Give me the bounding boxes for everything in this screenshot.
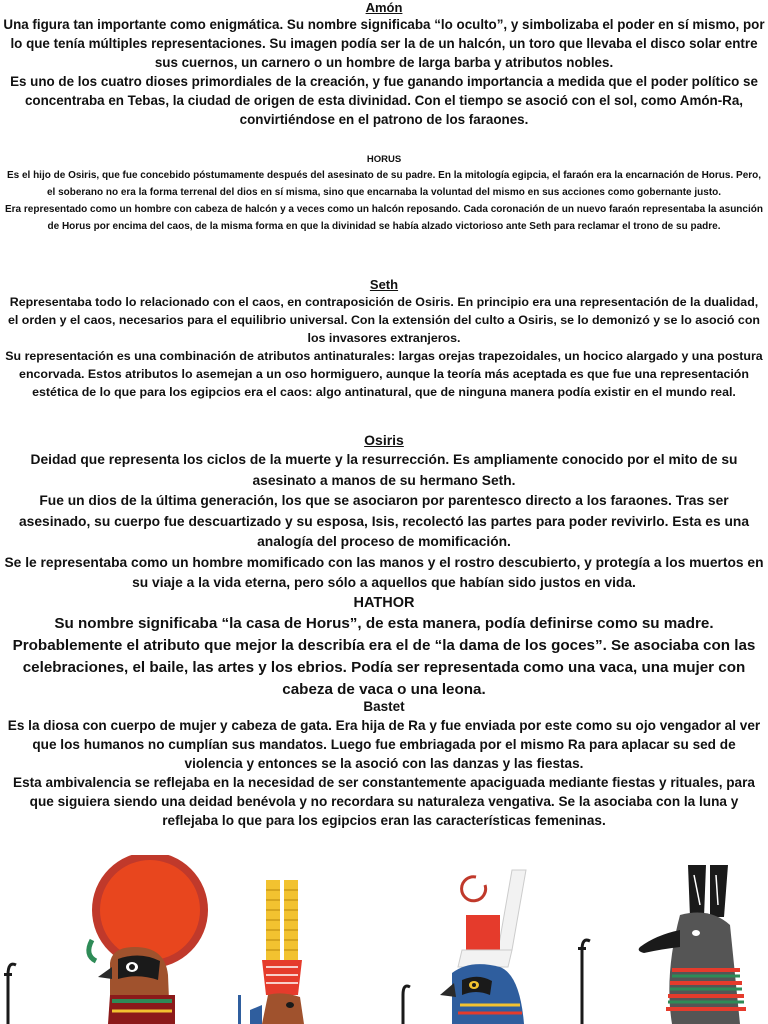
- amun-feathered-crown-figure: [238, 880, 304, 1024]
- section-paragraph: Se le representaba como un hombre momificado con las manos y el rostro descubierto, y protegía a los muertos en su viaje a la vida eterna, pero sólo a aquellos que habían sido justos en vida.: [4, 554, 764, 590]
- section-title-hathor: HATHOR: [353, 595, 415, 611]
- section-paragraph: Era representado como un hombre con cabeza de halcón y a veces como un halcón reposando. Cada coronación de un nuevo faraón representaba la asunción de Horus por encima del caos, de la misma forma en que la divinidad se había alzado victorioso ante Seth para reclamar el trono de su padre.: [5, 204, 763, 232]
- section-title-amon: Amón: [365, 0, 403, 15]
- section-title-osiris: Osiris: [364, 432, 404, 448]
- section-title-horus: HORUS: [366, 154, 402, 165]
- section-paragraph: Fue un dios de la última generación, los que se asociaron por parentesco directo a los faraones. Tras ser asesinado, su cuerpo fue descuartizado y su esposa, Isis, recolectó las partes para poder revivirlo. Esta es una analogía del proceso de momificación.: [19, 493, 749, 549]
- egyptian-gods-illustrations: [0, 855, 768, 1024]
- section-paragraph: Es el hijo de Osiris, que fue concebido póstumamente después del asesinato de su padre. En la mitología egipcia, el faraón era la encarnación de Horus. Pero, el soberano no era la forma terrenal del dios en sí misma, sino que encarnaba la voluntad del mismo en sus acciones como gobernante justo.: [6, 170, 762, 198]
- section-paragraph: Su representación es una combinación de atributos antinaturales: largas orejas trapezoidales, un hocico alargado y una postura encorvada. Estos atributos lo asemejan a un oso hormiguero, aunque la teoría más aceptada es que fue una representación estética de lo que para los egipcios era el caos: algo antinatural, que de ninguna manera podía existir en el mundo real.: [5, 349, 763, 399]
- section-paragraph: Deidad que representa los ciclos de la muerte y la resurrección. Es ampliamente conocido por el mito de su asesinato a manos de su hermano Seth.: [30, 452, 738, 488]
- section-title-bastet: Bastet: [363, 699, 405, 714]
- section-title-seth: Seth: [369, 277, 399, 292]
- section-seth: [0, 276, 768, 401]
- section-horus: [0, 153, 768, 235]
- section-osiris: [0, 430, 768, 594]
- section-bastet: [0, 698, 768, 830]
- section-paragraph: Es uno de los cuatro dioses primordiales de la creación, y fue ganando importancia a medida que el poder político se concentraba en Tebas, la ciudad de origen de esta divinidad. Con el tiempo se asoció con el sol, como Amón-Ra, convirtiéndose en el patrono de los faraones.: [10, 74, 758, 127]
- section-paragraph: Una figura tan importante como enigmática. Su nombre significaba “lo oculto”, y simbolizaba el poder en sí mismo, por lo que tenía múltiples representaciones. Su imagen podía ser la de un halcón, un toro que llevaba el disco solar entre sus cuernos, un carnero o un hombre de larga barba y atributos nobles.: [3, 17, 765, 70]
- section-paragraph: Esta ambivalencia se reflejaba en la necesidad de ser constantemente apaciguada mediante fiestas y rituales, para que siguiera siendo una deidad benévola y no recordara su naturaleza vengativa. Se la asociaba con la luna y reflejaba lo que para los egipcios eran las características femeninas.: [13, 775, 755, 828]
- horus-falcon-crown-figure: [403, 870, 526, 1024]
- ra-falcon-sun-disk-figure: [4, 855, 208, 1024]
- section-paragraph: Representaba todo lo relacionado con el caos, en contraposición de Osiris. En principio era una representación de la dualidad, el orden y el caos, necesarios para el equilibrio universal. Con la extensión del culto a Osiris, se lo demonizó y se lo asoció con los invasores extranjeros.: [8, 295, 760, 345]
- section-amon: [0, 0, 768, 129]
- section-paragraph: Su nombre significaba “la casa de Horus”, de esta manera, podía definirse como su madre. Probablemente el atributo que mejor la describía era el de “la dama de los goces”. Se asociaba con las celebraciones, el baile, las artes y los ebrios. Podía ser representada como una vaca, una mujer con cabeza de vaca o una leona.: [12, 615, 756, 698]
- seth-animal-head-figure: [578, 865, 746, 1024]
- section-paragraph: Es la diosa con cuerpo de mujer y cabeza de gata. Era hija de Ra y fue enviada por este como su ojo vengador al ver que los humanos no cumplían sus mandatos. Luego fue embriagada por el mismo Ra para aplacar su sed de violencia y entonces se la asoció con las danzas y las fiestas.: [7, 718, 761, 771]
- section-hathor: [0, 593, 768, 701]
